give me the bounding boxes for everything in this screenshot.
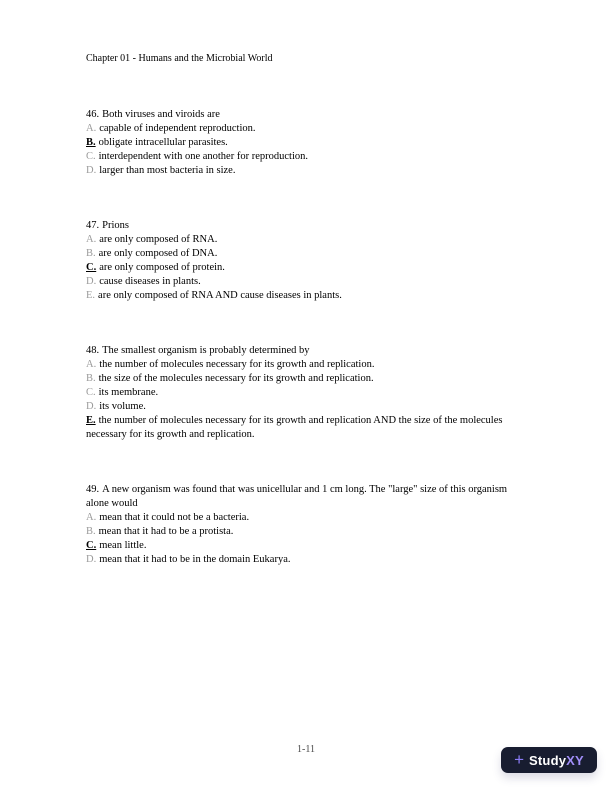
answer-option (86, 289, 524, 303)
option-letter: E. (86, 415, 96, 426)
option-letter: C. (86, 387, 96, 398)
option-text: mean that it could not be a bacteria. (99, 512, 250, 523)
option-letter: D. (86, 276, 97, 287)
option-text: mean that it had to be in the domain Eukarya. (99, 554, 291, 565)
question-number: 46. (86, 109, 100, 120)
plus-icon: + (514, 749, 525, 769)
option-text: are only composed of RNA. (99, 234, 218, 245)
brand-name-secondary: XY (566, 752, 584, 768)
question-title (86, 483, 524, 511)
option-letter: A. (86, 234, 97, 245)
question-text: The smallest organism is probably determined by (102, 345, 310, 356)
answer-option (86, 150, 524, 164)
option-text: cause diseases in plants. (99, 276, 201, 287)
option-letter: A. (86, 123, 97, 134)
answer-option (86, 539, 524, 553)
answer-option (86, 358, 524, 372)
options-list (86, 122, 524, 178)
option-letter: C. (86, 540, 97, 551)
options-list (86, 358, 524, 442)
brand-name-primary: Study (529, 752, 567, 768)
question-number: 48. (86, 345, 100, 356)
option-text: capable of independent reproduction. (99, 123, 256, 134)
option-letter: D. (86, 554, 97, 565)
option-text: mean little. (99, 540, 147, 551)
brand-name (529, 754, 584, 767)
answer-option (86, 122, 524, 136)
option-letter: B. (86, 526, 96, 537)
option-text: interdependent with one another for reproduction. (98, 151, 308, 162)
question-block (86, 219, 524, 303)
page-number: 1-11 (297, 744, 315, 755)
question-number: 49. (86, 484, 100, 495)
answer-option (86, 386, 524, 400)
option-text: its volume. (99, 401, 146, 412)
answer-option (86, 261, 524, 275)
option-letter: D. (86, 401, 97, 412)
answer-option (86, 525, 524, 539)
option-text: the size of the molecules necessary for its growth and replication. (98, 373, 374, 384)
answer-option (86, 372, 524, 386)
option-letter: A. (86, 359, 97, 370)
answer-option (86, 414, 524, 442)
answer-option (86, 400, 524, 414)
options-list (86, 233, 524, 303)
option-text: its membrane. (98, 387, 159, 398)
page-header: Chapter 01 - Humans and the Microbial World (86, 53, 273, 64)
question-number: 47. (86, 220, 100, 231)
option-text: larger than most bacteria in size. (99, 165, 236, 176)
option-text: the number of molecules necessary for its growth and replication. (99, 359, 375, 370)
question-block (86, 344, 524, 442)
options-list (86, 511, 524, 567)
studyxy-logo-badge (501, 747, 597, 773)
questions-container (86, 108, 524, 608)
answer-option (86, 233, 524, 247)
answer-option (86, 136, 524, 150)
question-title (86, 219, 524, 233)
option-letter: C. (86, 151, 96, 162)
answer-option (86, 164, 524, 178)
option-text: are only composed of DNA. (98, 248, 218, 259)
question-text: Both viruses and viroids are (102, 109, 220, 120)
question-block (86, 108, 524, 178)
option-text: obligate intracellular parasites. (98, 137, 228, 148)
option-letter: C. (86, 262, 97, 273)
question-text: A new organism was found that was unicellular and 1 cm long. The "large" size of this organism alone would (86, 484, 508, 509)
question-text: Prions (102, 220, 129, 231)
option-text: mean that it had to be a protista. (98, 526, 234, 537)
answer-option (86, 553, 524, 567)
option-text: the number of molecules necessary for its growth and replication AND the size of the molecules necessary for its growth and replication. (86, 415, 503, 440)
option-letter: B. (86, 137, 96, 148)
option-letter: B. (86, 373, 96, 384)
answer-option (86, 275, 524, 289)
option-letter: B. (86, 248, 96, 259)
question-title (86, 108, 524, 122)
option-letter: A. (86, 512, 97, 523)
option-text: are only composed of protein. (99, 262, 225, 273)
option-letter: D. (86, 165, 97, 176)
question-title (86, 344, 524, 358)
option-text: are only composed of RNA AND cause diseases in plants. (98, 290, 342, 301)
answer-option (86, 511, 524, 525)
question-block (86, 483, 524, 567)
answer-option (86, 247, 524, 261)
option-letter: E. (86, 290, 96, 301)
